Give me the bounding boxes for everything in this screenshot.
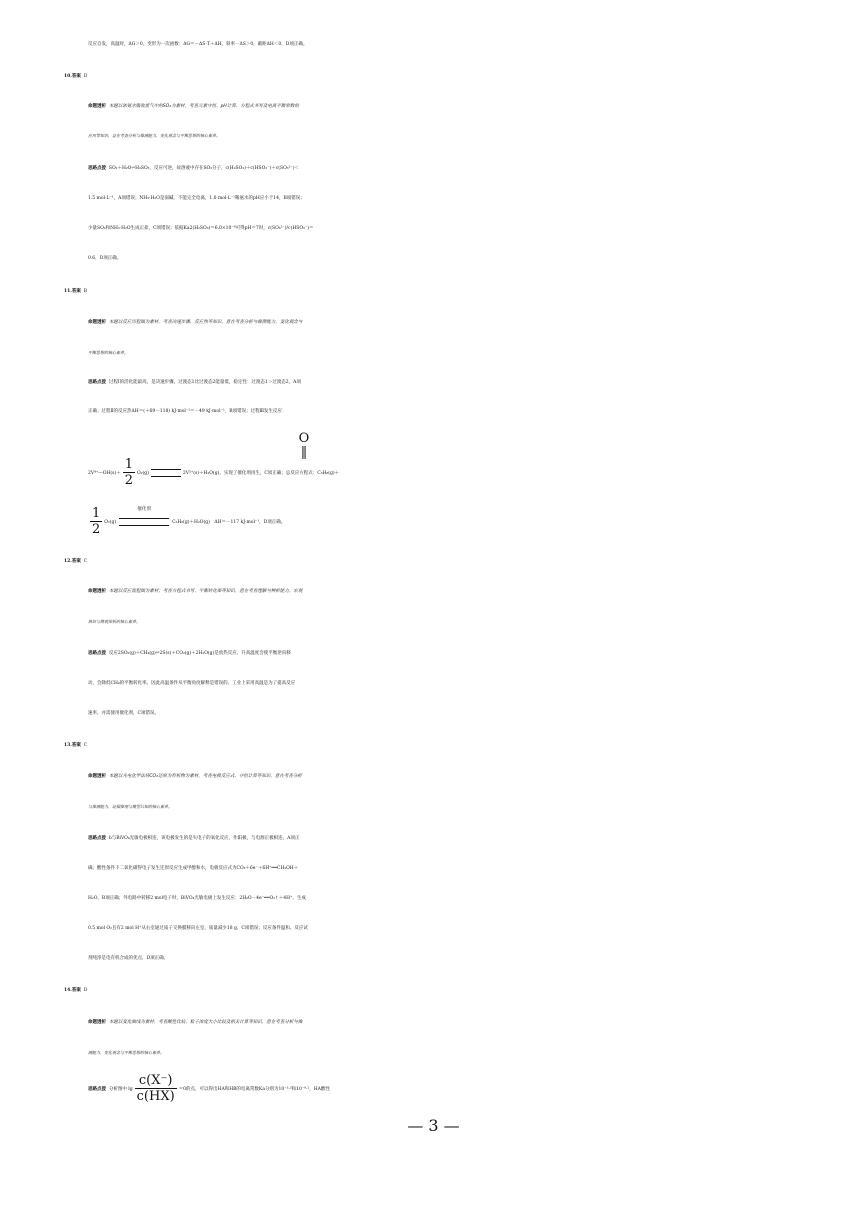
q13-answer-label: 答案 xyxy=(71,743,81,748)
q14-answer-label: 答案 xyxy=(71,988,81,993)
q14-analysis-text: 本题以变化曲线为素材，考查酸性比较、粒子浓度大小比较及相关计算等知识，意在考查分析与推 xyxy=(108,1020,303,1025)
q12-tips-line xyxy=(88,643,867,665)
q14-ratio-fraction xyxy=(135,1073,177,1104)
q13-tips-line xyxy=(88,828,867,850)
q11-equation-1 xyxy=(88,457,867,491)
q14-answer: D xyxy=(83,988,88,993)
q13-tips-line-2: 确；酸性条件下二氧化碳得电子发生还原反应生成甲醇和水，电极反应式为CO₂＋6e⁻＋6H⁺══CH₃OH＋ xyxy=(88,866,299,871)
q10-analysis-label: 命题透析 xyxy=(88,104,106,109)
q12-analysis-line xyxy=(88,581,867,603)
q10-tips-line-2: 1.5 mol·L⁻¹，A项错误；NH₃·H₂O是弱碱，不能完全电离，1.0 mol·L⁻¹稀氨水的pH应小于14，B项错误； xyxy=(88,196,305,201)
eq1-left: 2V⁴⁺—OH(s)＋ xyxy=(88,471,121,476)
q12-tips-label: 思路点拨 xyxy=(88,651,106,656)
q13-number: 13. xyxy=(64,743,72,748)
q14-heading xyxy=(64,980,867,1002)
q10-number: 10. xyxy=(64,74,72,79)
q11-tips-text: 过程Ⅰ的活化能最高，是决速步骤，过渡态1比过渡态2能量低，稳定性：过渡态1＞过渡态2，A项 xyxy=(108,380,301,385)
q12-heading xyxy=(64,551,867,573)
q13-tips-text: b与BiVO₄光敏电极相连，该电极发生的是失电子的氧化反应，作阳极，与电源正极相连，A项正 xyxy=(108,836,300,841)
eq1-half-fraction xyxy=(123,457,135,488)
eq2-half-fraction xyxy=(90,506,102,537)
q11-analysis-line-2: 平衡思想的核心素养。 xyxy=(88,350,128,355)
q14-tips-post: ＝0的点，可以得出HA和HB的电离常数Ka分别为10⁻³·³和10⁻⁹·²，HA酸性 xyxy=(178,1087,330,1092)
q11-answer: B xyxy=(83,289,88,294)
q10-heading xyxy=(64,66,867,88)
q14-tips-label: 思路点拨 xyxy=(88,1087,106,1092)
q11-tips-label: 思路点拨 xyxy=(88,380,106,385)
oxo-group xyxy=(297,432,311,460)
eq1-half-den: 2 xyxy=(124,473,134,488)
q13-tips-label: 思路点拨 xyxy=(88,836,106,841)
eq1-half-num: 1 xyxy=(124,457,134,472)
q10-tips-line xyxy=(88,158,867,180)
q14-analysis-label: 命题透析 xyxy=(88,1020,106,1025)
q10-analysis-text: 本题以浓氨水吸收废气中的SO₂为素材，考查元素守恒、pH计算、方程式书写及电离平衡常数的 xyxy=(108,104,299,109)
eq2-half-den: 2 xyxy=(92,522,101,537)
catalyst-label: 催化剂 xyxy=(137,506,151,512)
q10-tips-text: SO₂＋H₂O⇌H₂SO₃，反应可逆，故溶液中存在SO₂分子，c(H₂SO₃)＋c(HSO₃⁻)＋c(SO₃²⁻)＜ xyxy=(108,166,300,171)
q13-tips-line-4: 0.5 mol O₂且有2 mol H⁺从右室通过质子交换膜移向左室，质量减少18 g，C项错误；反应条件温和、反应试 xyxy=(88,926,308,931)
q13-analysis-line-2: 与推测能力，证据推理与模型认知的核心素养。 xyxy=(88,804,172,809)
q12-number: 12. xyxy=(64,559,72,564)
page-number: — 3 — xyxy=(407,1116,460,1135)
q13-analysis-label: 命题透析 xyxy=(88,774,106,779)
eq1-right: 2V⁵⁺(s)＋H₂O(g)，实现了催化剂再生，C项正确；总反应方程式：C₃H₈(g)＋ xyxy=(182,471,340,476)
catalyst-arrow xyxy=(119,506,169,526)
q11-tips-line xyxy=(88,372,867,394)
q10-analysis-line-2: 应用等知识，意在考查分析与推测能力，变化观念与平衡思想的核心素养。 xyxy=(88,133,220,138)
q10-tips-line-3: 少量SO₂和NH₃·H₂O生成正盐，C项错误；依据Ka2(H₂SO₃)＝6.0×10⁻⁸可得pH＝7时，c(SO₃²⁻)/c(HSO₃⁻)＝ xyxy=(88,226,314,231)
q10-answer: D xyxy=(83,74,88,79)
q11-tips-line-2: 正确；过程Ⅱ的反应热ΔH＝(＋69－118) kJ·mol⁻¹＝－49 kJ·mol⁻¹，B项错误；过程Ⅲ发生反应： xyxy=(88,409,287,414)
intro-line: 反应自发，高温时，ΔG＞0，变形为一次函数：ΔG＝－ΔS·T＋ΔH，斜率－ΔS＞0，截距ΔH＜0，D项正确。 xyxy=(88,42,308,47)
q11-heading xyxy=(64,281,867,303)
q12-answer: C xyxy=(83,559,88,564)
q13-tips-line-5: 剂纯净是电有机合成的优点，D项正确。 xyxy=(88,956,169,961)
q13-analysis-line xyxy=(88,766,867,788)
q12-analysis-label: 命题透析 xyxy=(88,589,106,594)
q13-answer: C xyxy=(83,743,88,748)
q14-ratio-num: c(X⁻) xyxy=(135,1073,177,1089)
q13-analysis-text: 本题以光电化学法将CO₂还原为有机物为素材，考查电极反应式、守恒计算等知识，意在考查分析 xyxy=(108,774,302,779)
q12-analysis-text: 本题以反应流程图为素材；考查方程式书写、平衡转化率等知识，意在考查理解与辨析能力，宏观 xyxy=(108,589,303,594)
q12-tips-line-2: 动，会降低CH₄的平衡转化率。因此高温条件从平衡角度解释是错误的。工业上采用高温是为了提高反应 xyxy=(88,681,296,686)
q14-analysis-line-2: 测能力，变化观念与平衡思想的核心素养。 xyxy=(88,1050,164,1055)
q14-number: 14. xyxy=(64,988,72,993)
eq2-right: C₃H₆(g)＋H₂O(g) ΔH＝－117 kJ·mol⁻¹，D项正确。 xyxy=(172,520,286,525)
q14-analysis-line xyxy=(88,1012,867,1034)
q13-heading xyxy=(64,735,867,757)
q10-answer-label: 答案 xyxy=(71,74,81,79)
q11-number: 11. xyxy=(64,289,72,294)
equals-sign xyxy=(151,469,181,477)
q14-tips-pre: 分析图中 lg xyxy=(108,1087,133,1092)
q12-answer-label: 答案 xyxy=(71,559,81,564)
q11-analysis-text: 本题以反应历程图为素材，考查决速步骤、反应热等知识，意在考查分析与推测能力，变化观念与 xyxy=(108,320,303,325)
q13-tips-line-3: H₂O，B项正确；外电路中转移2 mol电子时，BiVO₄光敏电极上发生反应：2H₂O－4e⁻══O₂↑＋4H⁺，生成 xyxy=(88,896,306,901)
eq2-half-num: 1 xyxy=(92,506,101,521)
q10-analysis-line xyxy=(88,96,867,118)
q11-analysis-line xyxy=(88,312,867,334)
eq1-o2: O₂(g) xyxy=(137,471,149,476)
oxo-atom: O xyxy=(298,431,310,446)
q12-tips-line-3: 速率，并需使用催化剂，C项错误。 xyxy=(88,711,159,716)
q14-ratio-den: c(HX) xyxy=(136,1089,175,1104)
double-bond-mark: ‖ xyxy=(300,445,308,460)
q12-tips-text: 反应2SO₂(g)＋CH₄(g)⇌2S(s)＋CO₂(g)＋2H₂O(g)是放热反应，升高温度会使平衡逆向移 xyxy=(108,651,291,656)
eq2-o2: O₂(g) xyxy=(104,520,117,525)
q10-tips-line-4: 0.6，D项正确。 xyxy=(88,256,122,261)
q11-analysis-label: 命题透析 xyxy=(88,320,106,325)
q10-tips-label: 思路点拨 xyxy=(88,166,106,171)
q12-analysis-line-2: 辨识与微观探析的核心素养。 xyxy=(88,619,140,624)
q14-tips-line xyxy=(88,1072,867,1108)
q11-answer-label: 答案 xyxy=(71,289,81,294)
q11-equation-2 xyxy=(88,506,867,540)
